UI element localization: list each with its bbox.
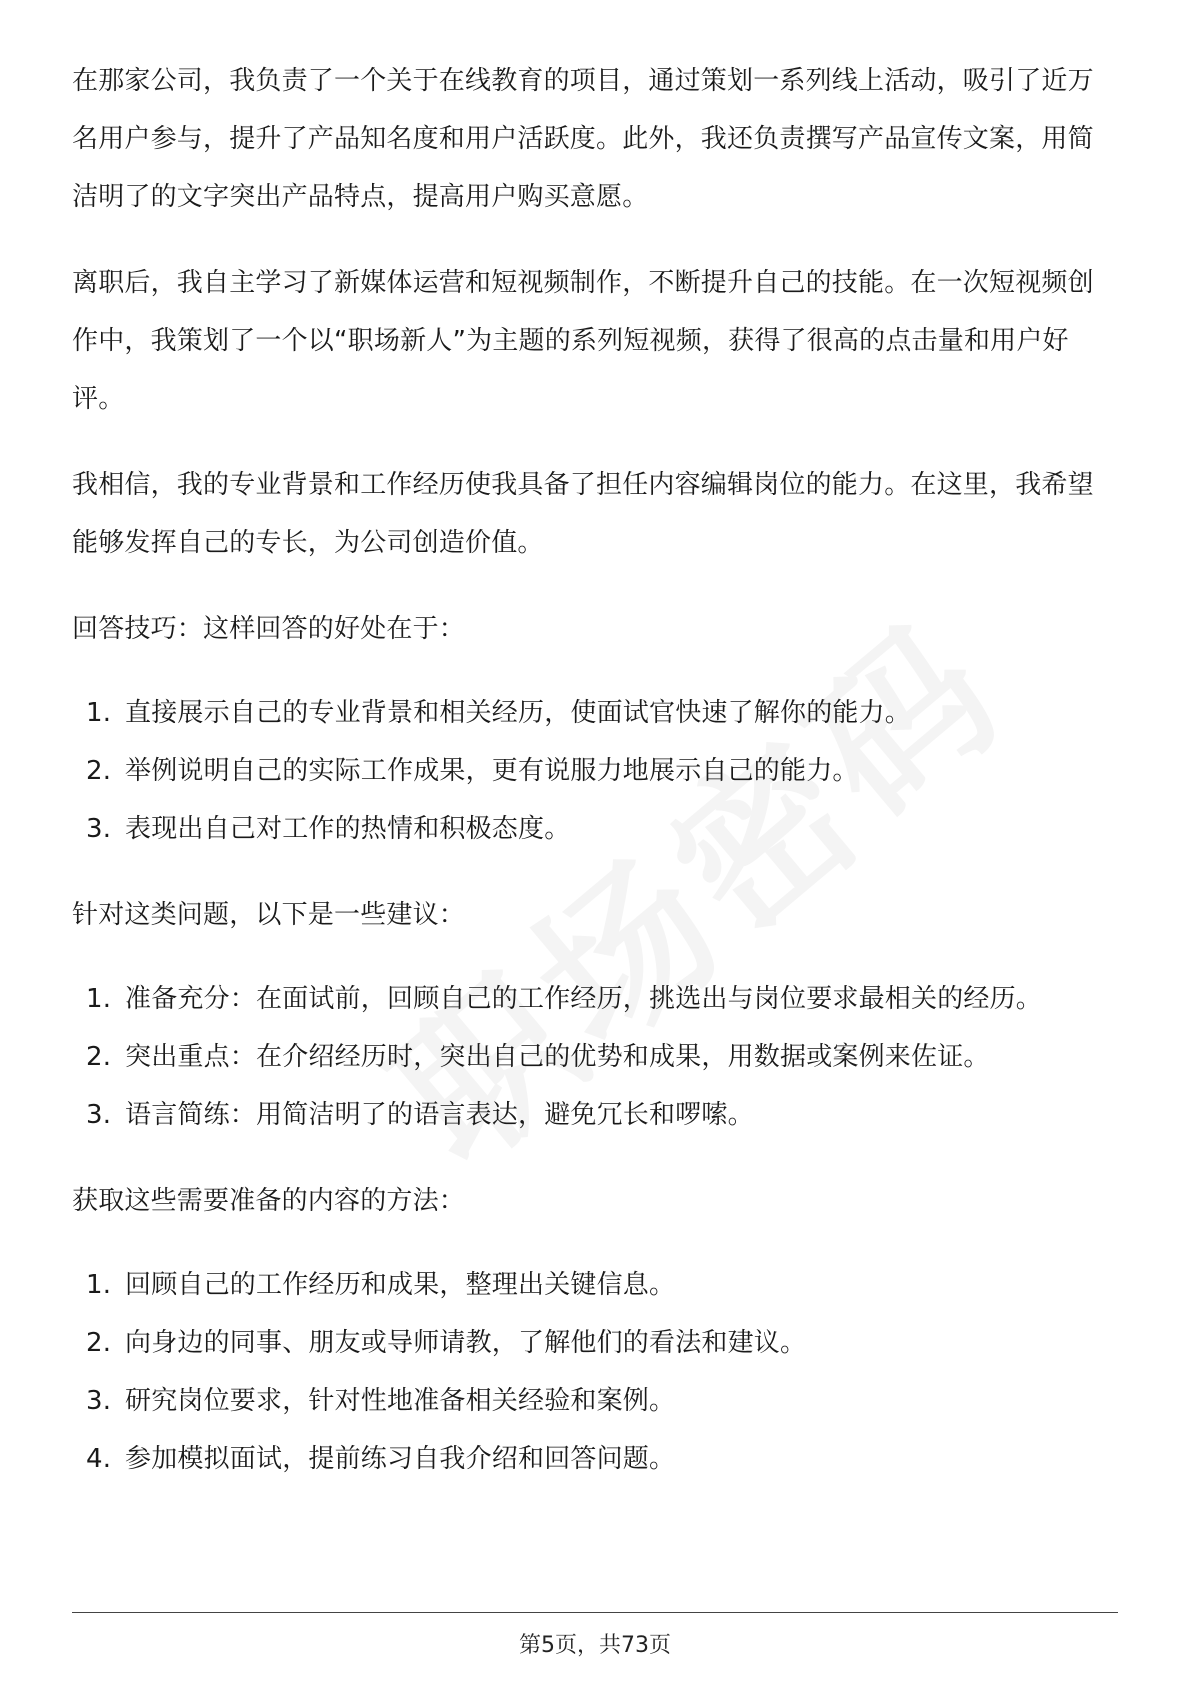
paragraph-self-study: 离职后，我自主学习了新媒体运营和短视频制作，不断提升自己的技能。在一次短视频创作中，我策划了一个以“职场新人”为主题的系列短视频，获得了很高的点击量和用户好评。	[72, 268, 1094, 414]
list-number: 3.	[86, 814, 112, 844]
document-body	[72, 52, 1118, 1488]
list-text: 举例说明自己的实际工作成果，更有说服力地展示自己的能力。	[125, 756, 859, 786]
list-text: 研究岗位要求，针对性地准备相关经验和案例。	[125, 1386, 676, 1416]
list-text: 语言简练：用简洁明了的语言表达，避免冗长和啰嗦。	[125, 1100, 754, 1130]
list-item	[72, 1086, 1118, 1144]
list-item	[72, 684, 1118, 742]
list-number: 1.	[86, 698, 112, 728]
list-text: 直接展示自己的专业背景和相关经历，使面试官快速了解你的能力。	[125, 698, 912, 728]
list-number: 1.	[86, 1270, 112, 1300]
list-number: 3.	[86, 1386, 112, 1416]
list-number: 4.	[86, 1444, 112, 1474]
advice-list	[72, 970, 1118, 1144]
paragraph-conclusion: 我相信，我的专业背景和工作经历使我具备了担任内容编辑岗位的能力。在这里，我希望能够发挥自己的专长，为公司创造价值。	[72, 470, 1094, 558]
tips-list	[72, 684, 1118, 858]
list-text: 突出重点：在介绍经历时，突出自己的优势和成果，用数据或案例来佐证。	[125, 1042, 990, 1072]
list-text: 表现出自己对工作的热情和积极态度。	[125, 814, 571, 844]
list-number: 2.	[86, 756, 112, 786]
tips-heading: 回答技巧：这样回答的好处在于：	[72, 614, 466, 644]
list-number: 3.	[86, 1100, 112, 1130]
list-item	[72, 1256, 1118, 1314]
list-item	[72, 742, 1118, 800]
list-number: 1.	[86, 984, 112, 1014]
list-item	[72, 800, 1118, 858]
advice-heading: 针对这类问题，以下是一些建议：	[72, 900, 466, 930]
list-item	[72, 1372, 1118, 1430]
list-number: 2.	[86, 1328, 112, 1358]
methods-list	[72, 1256, 1118, 1488]
list-item	[72, 970, 1118, 1028]
page-number: 第5页，共73页	[519, 1633, 671, 1658]
list-text: 回顾自己的工作经历和成果，整理出关键信息。	[125, 1270, 676, 1300]
list-text: 向身边的同事、朋友或导师请教，了解他们的看法和建议。	[125, 1328, 807, 1358]
list-text: 参加模拟面试，提前练习自我介绍和回答问题。	[125, 1444, 676, 1474]
footer-divider	[72, 1612, 1118, 1613]
methods-heading: 获取这些需要准备的内容的方法：	[72, 1186, 466, 1216]
list-item	[72, 1430, 1118, 1488]
list-item	[72, 1314, 1118, 1372]
list-item	[72, 1028, 1118, 1086]
list-text: 准备充分：在面试前，回顾自己的工作经历，挑选出与岗位要求最相关的经历。	[125, 984, 1043, 1014]
list-number: 2.	[86, 1042, 112, 1072]
paragraph-project: 在那家公司，我负责了一个关于在线教育的项目，通过策划一系列线上活动，吸引了近万名用户参与，提升了产品知名度和用户活跃度。此外，我还负责撰写产品宣传文案，用简洁明了的文字突出产品特点，提高用户购买意愿。	[72, 66, 1094, 212]
